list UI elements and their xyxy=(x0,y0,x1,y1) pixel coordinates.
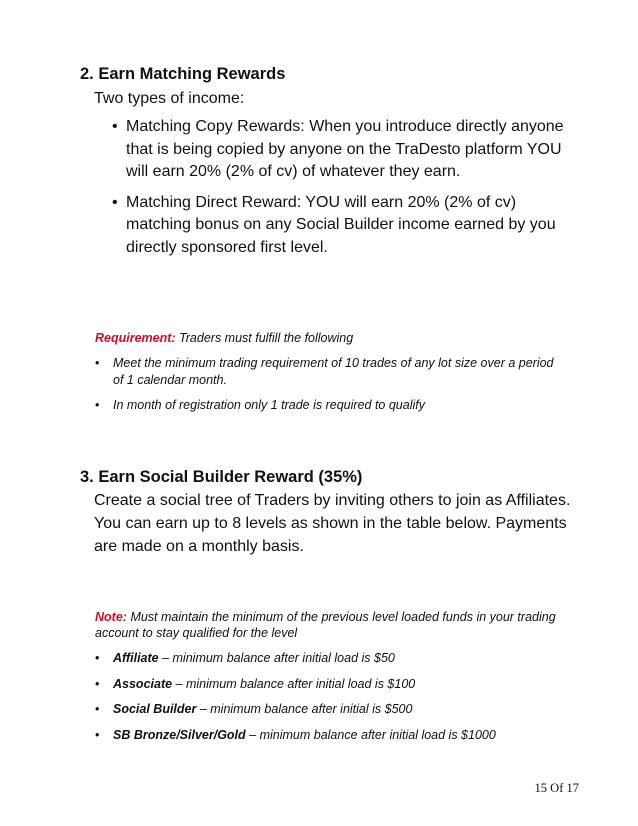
list-item xyxy=(95,650,565,667)
level-text: – minimum balance after initial load is $1000 xyxy=(245,727,496,742)
list-item xyxy=(80,116,580,184)
list-item xyxy=(80,192,580,260)
note-block xyxy=(95,609,565,743)
requirement-line xyxy=(95,330,565,346)
list-item-text: Meet the minimum trading requirement of 10 trades of any lot size over a period of 1 calendar month. xyxy=(113,356,554,387)
level-name: Affiliate xyxy=(113,651,159,665)
bullet-icon: • xyxy=(95,398,100,412)
requirement-block xyxy=(95,330,565,414)
note-text: Must maintain the minimum of the previous level loaded funds in your trading account to stay qualified for the level xyxy=(95,610,556,640)
level-text: – minimum balance after initial is $500 xyxy=(196,702,413,716)
section-intro: Two types of income: xyxy=(94,90,245,107)
requirement-label: Requirement: xyxy=(95,331,176,345)
bullet-icon: • xyxy=(112,118,118,135)
income-types-list xyxy=(80,116,580,259)
list-item-text: Matching Copy Rewards: When you introduce directly anyone that is being copied by anyone on the TraDesto platform YOU will earn 20% (2% of cv) of whatever they earn. xyxy=(126,118,564,180)
bullet-icon: • xyxy=(95,702,100,716)
list-item-text: In month of registration only 1 trade is required to qualify xyxy=(113,398,425,412)
level-name: Social Builder xyxy=(113,702,197,716)
level-text: – minimum balance after initial load is $100 xyxy=(172,676,416,691)
bullet-icon: • xyxy=(95,356,100,370)
list-item xyxy=(95,397,565,414)
section-heading: 3. Earn Social Builder Reward (35%) xyxy=(80,468,363,486)
bullet-icon: • xyxy=(95,651,100,665)
section-earn-matching-rewards xyxy=(80,64,580,267)
page-number: 15 Of 17 xyxy=(534,781,579,795)
list-item xyxy=(95,701,565,718)
level-name: Associate xyxy=(113,676,173,691)
list-item xyxy=(95,355,565,388)
levels-list xyxy=(95,650,565,743)
section-earn-social-builder-reward xyxy=(80,467,580,558)
requirement-text: Traders must fulfill the following xyxy=(179,331,354,345)
section-heading: 2. Earn Matching Rewards xyxy=(80,65,286,83)
level-text: – minimum balance after initial load is $50 xyxy=(158,651,395,665)
note-line xyxy=(95,609,565,641)
section-intro: Create a social tree of Traders by inviting others to join as Affiliates. You can earn up to 8 levels as shown in the table below. Payments are made on a monthly basis. xyxy=(94,492,571,555)
note-label: Note: xyxy=(95,610,127,624)
list-item xyxy=(95,676,565,693)
bullet-icon: • xyxy=(112,193,118,211)
level-name: SB Bronze/Silver/Gold xyxy=(113,727,246,742)
requirements-list xyxy=(95,355,565,414)
list-item-text: Matching Direct Reward: YOU will earn 20% (2% of cv) matching bonus on any Social Builder income earned by you directly sponsored first level. xyxy=(126,193,556,256)
bullet-icon: • xyxy=(95,727,100,742)
list-item xyxy=(95,727,565,744)
bullet-icon: • xyxy=(95,676,100,691)
